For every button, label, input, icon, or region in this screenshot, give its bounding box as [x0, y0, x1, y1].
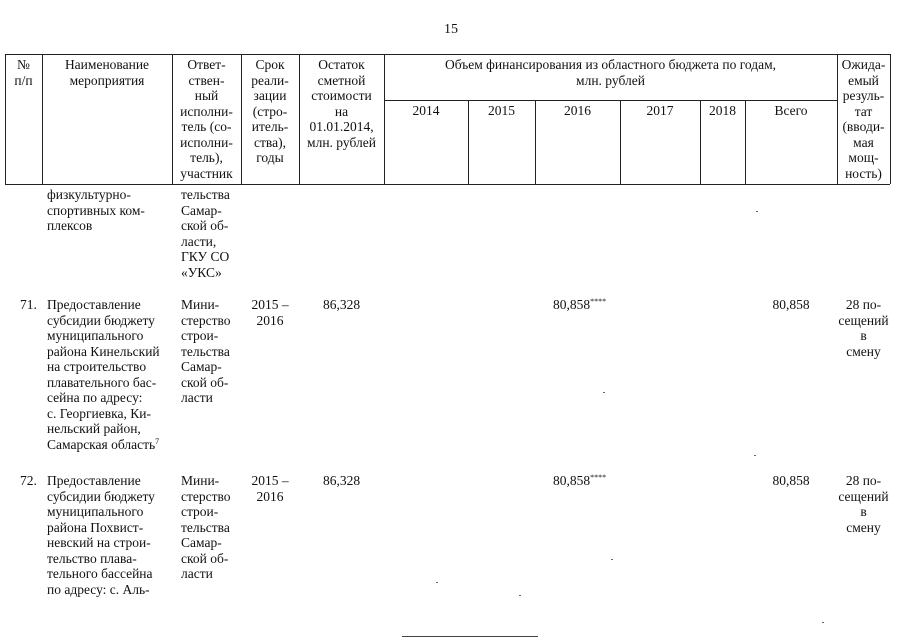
row-72-2016	[553, 473, 606, 489]
row-71-executor: Мини- стерство строи- тельства Самар- ской об- ласти	[181, 297, 231, 405]
header-year-2017: 2017	[646, 103, 674, 118]
header-executor: Ответ- ствен- ный исполни- тель (со- исполни- тель), участник	[180, 57, 233, 181]
scan-speck	[603, 392, 605, 393]
row-72-executor: Мини- стерство строи- тельства Самар- ской об- ласти	[181, 473, 231, 581]
continuation-executor: тельства Самар- ской об- ласти, ГКУ СО «УКС»	[181, 187, 230, 280]
funding-subheader-border	[384, 100, 837, 101]
header-year-2018: 2018	[709, 103, 736, 118]
scan-speck	[519, 595, 521, 596]
header-year-2015: 2015	[488, 103, 515, 118]
header-year-2016: 2016	[564, 103, 591, 118]
row-72-remainder: 86,328	[322, 473, 361, 488]
header-remainder: Остаток сметной стоимости на 01.01.2014, млн. рублей	[307, 57, 376, 150]
table-header-bottom-border	[5, 184, 890, 185]
row-71-total: 80,858	[772, 297, 810, 312]
scan-speck	[756, 211, 758, 212]
table-border-right	[890, 54, 891, 184]
header-term: Срок реали- зации (стро- итель- ства), годы	[251, 57, 289, 165]
scan-speck	[822, 622, 824, 623]
page-number: 15	[444, 22, 458, 37]
row-71-2016-mark: ****	[590, 297, 607, 306]
header-funding: Объем финансирования из областного бюджета по годам, млн. рублей	[444, 57, 777, 88]
row-71-term: 2015 – 2016	[251, 297, 289, 328]
row-71-name	[47, 297, 172, 452]
row-71-2016-value: 80,858	[553, 297, 591, 312]
row-71-2016	[553, 297, 606, 313]
row-72-2016-mark: ****	[590, 473, 607, 482]
scan-speck	[611, 559, 613, 560]
header-result: Ожида- емый резуль- тат (вводи- мая мощ- ность)	[841, 57, 886, 181]
scan-speck	[436, 582, 438, 583]
header-year-2014: 2014	[412, 103, 440, 118]
header-name: Наименование мероприятия	[64, 57, 150, 88]
row-72-total: 80,858	[772, 473, 810, 488]
header-num: № п/п	[14, 57, 33, 88]
table-top-border	[5, 54, 890, 55]
row-72-2016-value: 80,858	[553, 473, 591, 488]
row-71-footnote: 7	[155, 436, 160, 446]
header-total: Всего	[774, 103, 808, 118]
continuation-name: физкультурно- спортивных ком- плексов	[47, 187, 145, 233]
page-bottom-rule	[402, 636, 538, 637]
row-71-remainder: 86,328	[322, 297, 361, 312]
row-72-term: 2015 – 2016	[251, 473, 289, 504]
scan-speck	[754, 455, 756, 456]
row-71-name-text: Предоставление субсидии бюджету муниципального района Кинельский на строительство плавательного бас- сейна по адресу: с. Георгиевка, Ки- нельский район, Самарская область	[47, 297, 160, 452]
row-71-num: 71.	[20, 297, 37, 312]
row-71-result: 28 по- сещений в смену	[838, 297, 889, 359]
row-72-num: 72.	[20, 473, 37, 488]
row-72-name: Предоставление субсидии бюджету муниципального района Похвист- невский на строи- тельство плава- тельного бассейна по адресу: с. Аль-	[47, 473, 155, 597]
row-72-result: 28 по- сещений в смену	[838, 473, 889, 535]
